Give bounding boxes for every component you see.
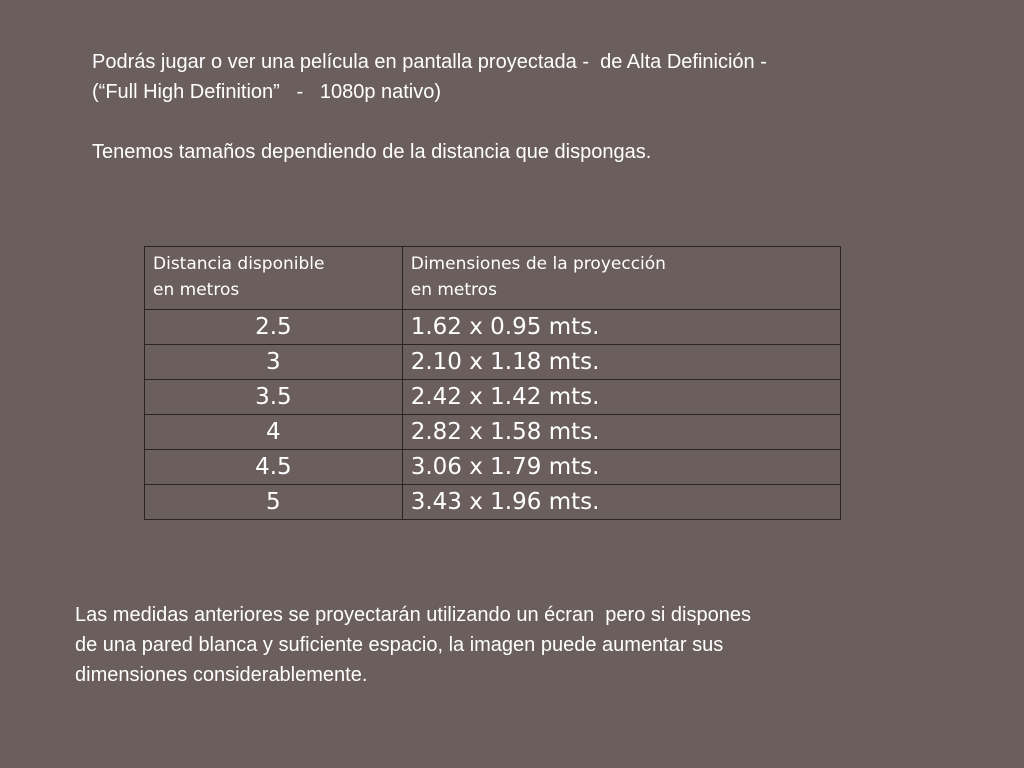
table-header-row <box>145 247 841 310</box>
distance-cell: 3 <box>145 345 403 380</box>
dimensions-cell: 2.10 x 1.18 mts. <box>402 345 840 380</box>
header-text: en metros <box>410 280 497 300</box>
distance-cell: 4.5 <box>145 450 403 485</box>
note-line: dimensiones considerablemente. <box>75 664 368 686</box>
distance-cell: 3.5 <box>145 380 403 415</box>
table-row <box>145 415 841 450</box>
table-row <box>145 450 841 485</box>
intro-line: (“Full High Definition” - 1080p nativo) <box>92 81 442 103</box>
header-text: en metros <box>153 280 240 300</box>
dimensions-cell: 3.43 x 1.96 mts. <box>402 485 840 520</box>
distance-cell: 5 <box>145 485 403 520</box>
table-row <box>145 380 841 415</box>
intro-line: Tenemos tamaños dependiendo de la distancia que dispongas. <box>92 141 652 163</box>
intro-text <box>92 47 992 167</box>
header-distance <box>145 247 403 310</box>
header-dimensions <box>402 247 840 310</box>
dimensions-cell: 3.06 x 1.79 mts. <box>402 450 840 485</box>
table-row <box>145 485 841 520</box>
dimensions-cell: 1.62 x 0.95 mts. <box>402 310 840 345</box>
footnote-text <box>75 600 995 690</box>
dimensions-cell: 2.82 x 1.58 mts. <box>402 415 840 450</box>
note-line: de una pared blanca y suficiente espacio, la imagen puede aumentar sus <box>75 634 724 656</box>
table-row <box>145 310 841 345</box>
projection-sizes-table <box>144 246 841 520</box>
intro-spacer <box>92 107 992 137</box>
header-text: Distancia disponible <box>153 254 325 274</box>
table-row <box>145 345 841 380</box>
note-line: Las medidas anteriores se proyectarán utilizando un écran pero si dispones <box>75 604 751 626</box>
distance-cell: 4 <box>145 415 403 450</box>
distance-cell: 2.5 <box>145 310 403 345</box>
header-text: Dimensiones de la proyección <box>410 254 666 274</box>
dimensions-cell: 2.42 x 1.42 mts. <box>402 380 840 415</box>
intro-line: Podrás jugar o ver una película en pantalla proyectada - de Alta Definición - <box>92 51 767 73</box>
